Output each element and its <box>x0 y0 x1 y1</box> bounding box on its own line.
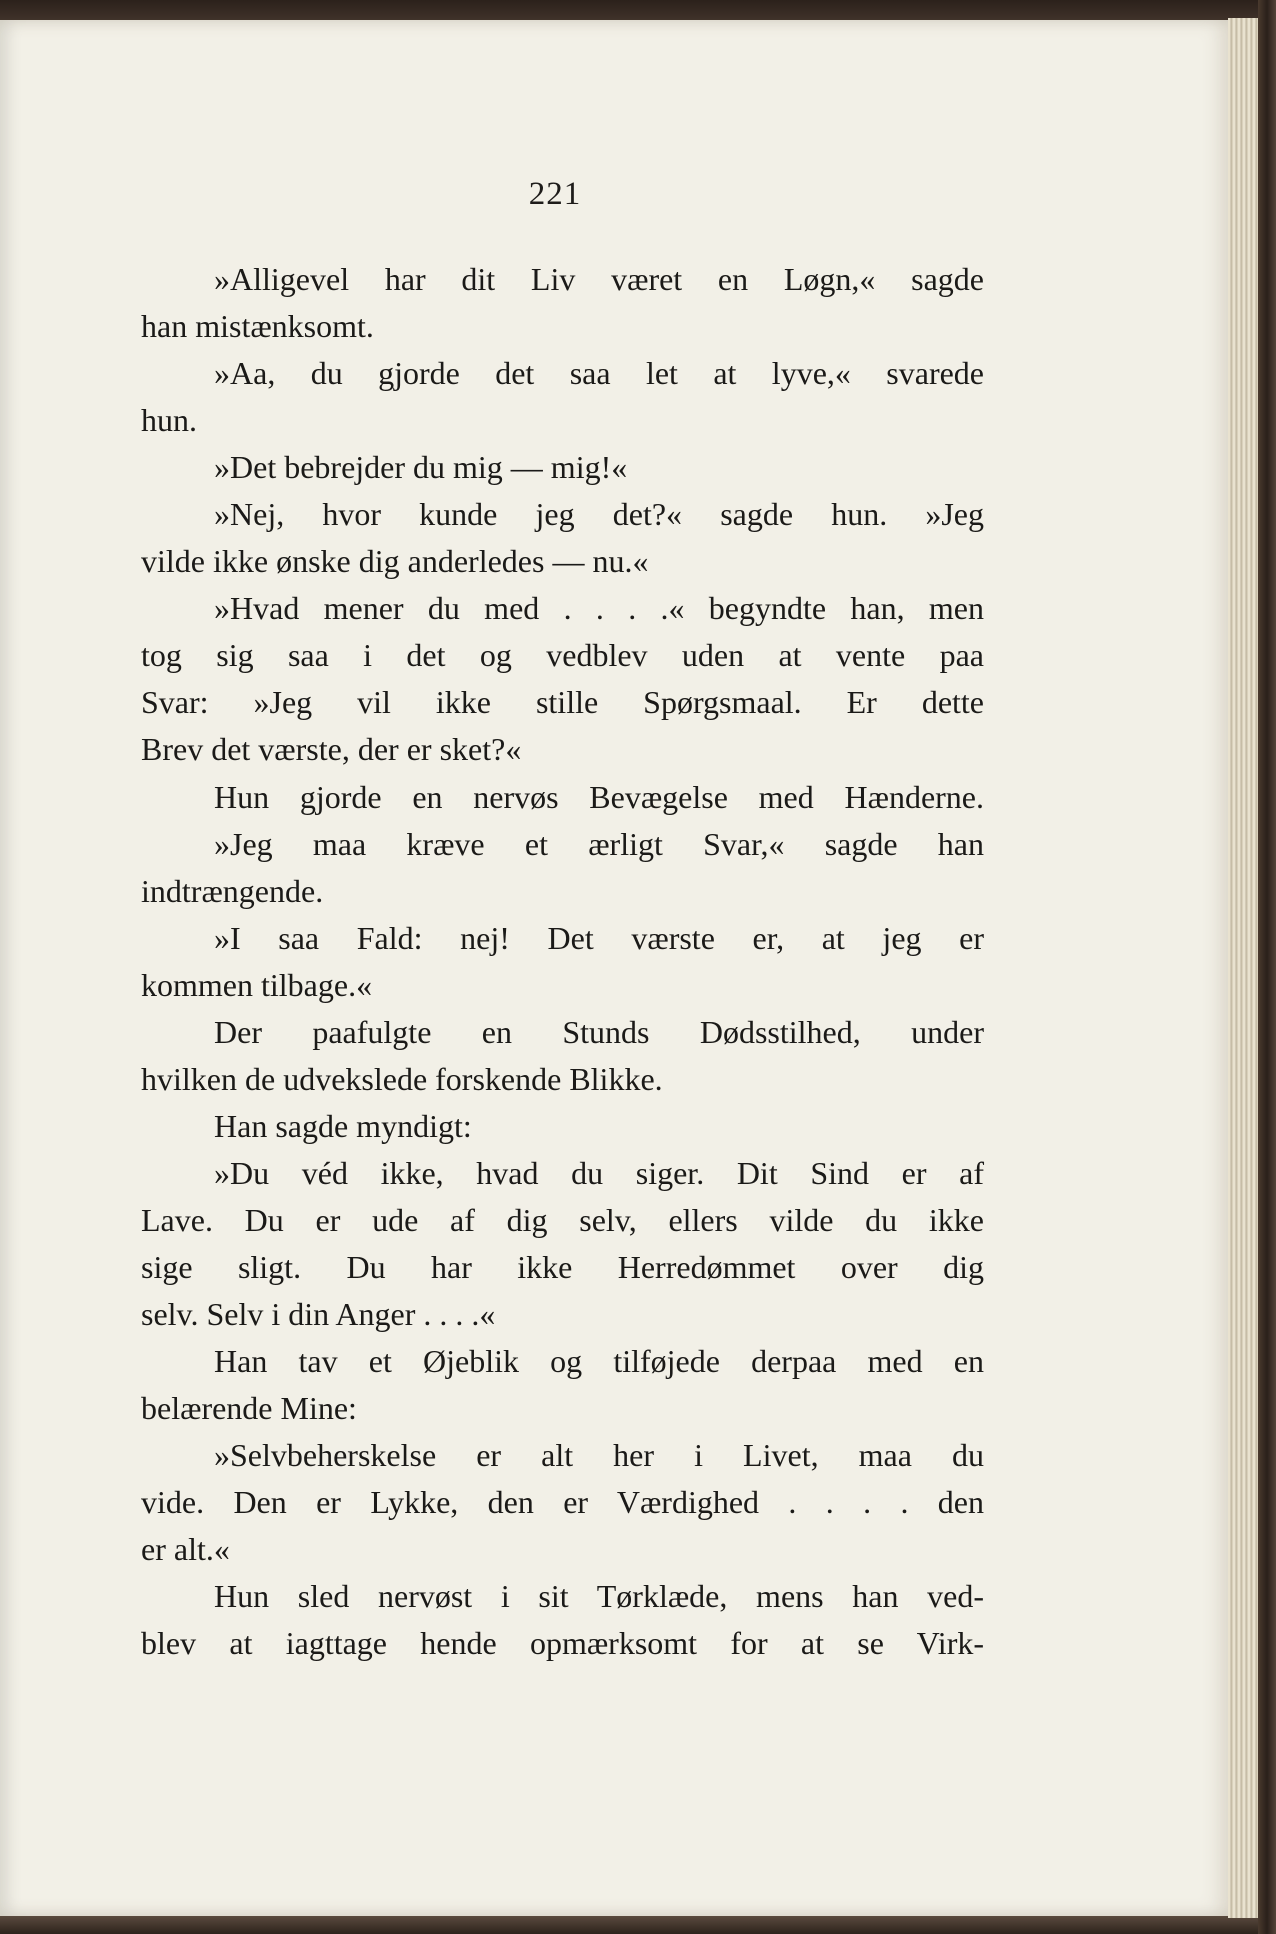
text-line: Lave. Du er ude af dig selv, ellers vilde du ikke <box>141 1201 984 1238</box>
text-line: indtrængende. <box>141 872 324 909</box>
body-text <box>141 256 984 1667</box>
text-line: selv. Selv i din Anger . . . .« <box>141 1296 496 1333</box>
text-line: Han tav et Øjeblik og tilføjede derpaa med en <box>214 1343 984 1380</box>
text-line: »Aa, du gjorde det saa let at lyve,« svarede <box>214 355 984 392</box>
text-line: »Nej, hvor kunde jeg det?« sagde hun. »Jeg <box>214 496 984 533</box>
text-line: hun. <box>141 402 197 439</box>
text-line: kommen tilbage.« <box>141 966 373 1003</box>
text-line: vilde ikke ønske dig anderledes — nu.« <box>141 543 649 580</box>
text-line: vide. Den er Lykke, den er Værdighed . . . . den <box>141 1484 984 1521</box>
text-line: »Alligevel har dit Liv været en Løgn,« sagde <box>214 261 984 297</box>
text-line: Han sagde myndigt: <box>214 1107 472 1144</box>
page-number: 221 <box>528 176 582 212</box>
text-line: »Hvad mener du med . . . .« begyndte han, men <box>214 590 984 627</box>
text-line: »Du véd ikke, hvad du siger. Dit Sind er af <box>214 1154 984 1191</box>
text-line: hvilken de udvekslede forskende Blikke. <box>141 1060 663 1097</box>
text-line: tog sig saa i det og vedblev uden at vente paa <box>141 637 984 674</box>
text-line: Svar: »Jeg vil ikke stille Spørgsmaal. Er dette <box>141 684 984 721</box>
text-line: Der paafulgte en Stunds Dødsstilhed, under <box>214 1013 984 1050</box>
text-line: sige sligt. Du har ikke Herredømmet over dig <box>141 1248 984 1285</box>
text-line: belærende Mine: <box>141 1390 357 1427</box>
text-line: »Det bebrejder du mig — mig!« <box>214 449 628 486</box>
book-cover-right <box>1258 0 1276 1934</box>
text-line: »I saa Fald: nej! Det værste er, at jeg er <box>214 919 984 956</box>
text-line: er alt.« <box>141 1531 230 1568</box>
text-line: »Selvbeherskelse er alt her i Livet, maa du <box>214 1437 984 1474</box>
book-cover-bottom <box>0 1916 1276 1934</box>
text-line: Brev det værste, der er sket?« <box>141 731 522 768</box>
text-line: Hun gjorde en nervøs Bevægelse med Hænderne. <box>214 778 984 815</box>
text-line: blev at iagttage hende opmærksomt for at se Virk- <box>141 1625 984 1662</box>
text-line: Hun sled nervøst i sit Tørklæde, mens han ved- <box>214 1578 984 1615</box>
text-line: han mistænksomt. <box>141 308 374 345</box>
text-line: »Jeg maa kræve et ærligt Svar,« sagde han <box>214 825 984 862</box>
